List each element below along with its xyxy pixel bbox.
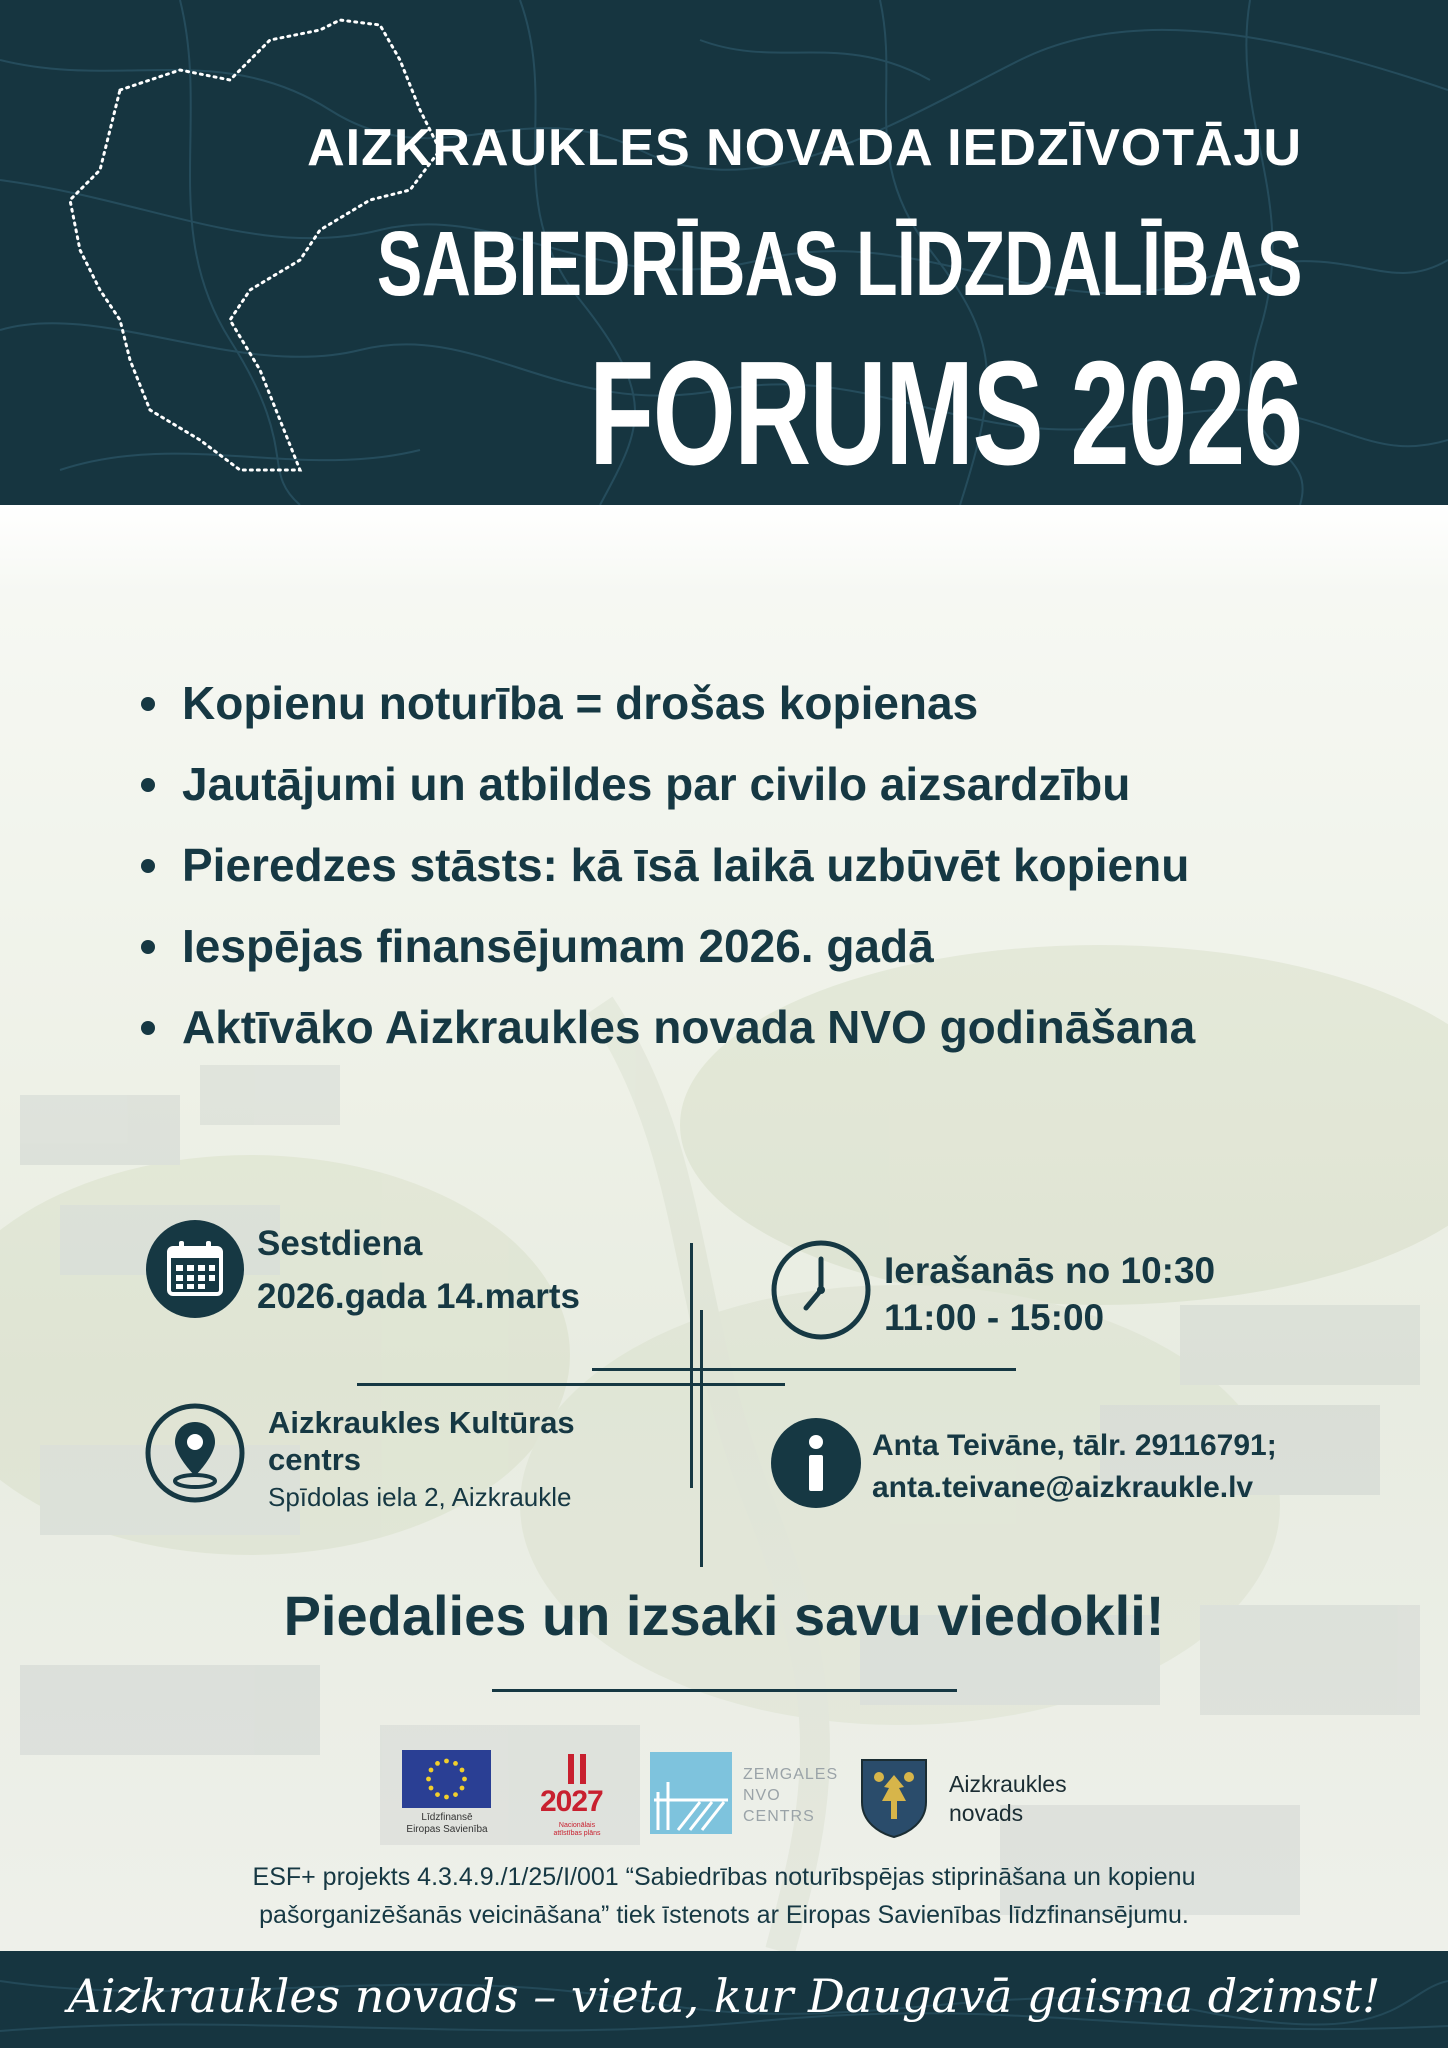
eu-flag-logo (402, 1750, 491, 1808)
divider-horizontal (592, 1368, 1016, 1371)
nap-caption-line: Nacionālais (558, 1822, 596, 1829)
info-icon (771, 1418, 861, 1508)
calendar-icon (146, 1220, 244, 1318)
zemgales-nvo-text (743, 1764, 838, 1827)
event-day: Sestdiena (257, 1224, 423, 1263)
arrival-time: Ierašanās no 10:30 (884, 1250, 1216, 1291)
topic-item (137, 832, 1195, 913)
eu-caption-line: Eiropas Savienība (406, 1824, 488, 1835)
cta-underline (492, 1689, 957, 1692)
header-banner (0, 0, 1448, 505)
call-to-action: Piedalies un izsaki savu viedokli! (283, 1584, 1165, 1647)
zemgales-mark-icon (650, 1752, 732, 1834)
zemgales-line: ZEMGALES (743, 1766, 839, 1783)
header-title-line: SABIEDRĪBAS LĪDZDALĪBAS (377, 213, 1302, 315)
topic-text: Aktīvāko Aizkraukles novada NVO godināšana (182, 1001, 1196, 1053)
venue-name: Aizkraukles Kultūras centrs (268, 1405, 575, 1477)
divider-horizontal (357, 1383, 785, 1386)
topic-item (137, 751, 1195, 832)
zemgales-nvo-logo (650, 1752, 732, 1834)
event-hours: 11:00 - 15:00 (884, 1297, 1105, 1338)
funding-note-line: ESF+ projekts 4.3.4.9./1/25/I/001 “Sabiedrības noturībspējas stiprināšana un kopienu (252, 1863, 1196, 1891)
funding-note (0, 1858, 1448, 1934)
topic-item (137, 913, 1195, 994)
topic-text: Jautājumi un atbildes par civilo aizsardzību (182, 758, 1131, 810)
bullet-icon (141, 697, 155, 711)
header-subtitle: AIZKRAUKLES NOVADA IEDZĪVOTĀJU (307, 119, 1302, 177)
bullet-icon (141, 1021, 155, 1035)
zemgales-line: NVO (743, 1787, 781, 1804)
nap-year-logo: 2027 (540, 1785, 603, 1818)
footer-banner (0, 1951, 1448, 2048)
topic-text: Pieredzes stāsts: kā īsā laikā uzbūvēt kopienu (182, 839, 1190, 891)
footer-slogan: Aizkraukles novads – vieta, kur Daugavā gaisma dzimst! (67, 1969, 1381, 2023)
topic-item (137, 670, 1195, 751)
topic-text: Iespējas finansējumam 2026. gadā (182, 920, 934, 972)
nap-bars-icon (566, 1752, 590, 1786)
zemgales-line: CENTRS (743, 1808, 815, 1825)
eu-caption (392, 1812, 502, 1836)
clock-icon (770, 1239, 872, 1341)
nap-caption-line: attīstības plāns (553, 1830, 601, 1837)
aizkraukle-line: novads (949, 1800, 1024, 1826)
contact-person: Anta Teivāne, tālr. 29116791; (872, 1429, 1277, 1462)
funding-note-line: pašorganizēšanās veicināšana” tiek īstenots ar Eiropas Savienības līdzfinansējumu. (259, 1901, 1189, 1929)
bullet-icon (141, 778, 155, 792)
aizkraukle-line: Aizkraukles (949, 1771, 1067, 1797)
location-pin-icon (144, 1402, 246, 1504)
aizkraukle-novads-text (949, 1770, 1067, 1828)
topics-list (137, 670, 1195, 1075)
bullet-icon (141, 859, 155, 873)
venue-address: Spīdolas iela 2, Aizkraukle (268, 1482, 572, 1512)
topic-item (137, 994, 1195, 1075)
event-date: 2026.gada 14.marts (257, 1277, 580, 1316)
header-title-main: FORUMS 2026 (589, 331, 1302, 496)
divider-vertical (700, 1310, 703, 1567)
bullet-icon (141, 940, 155, 954)
eu-caption-line: Līdzfinansē (421, 1812, 473, 1823)
topic-text: Kopienu noturība = drošas kopienas (182, 677, 979, 729)
aizkraukle-coat-of-arms-icon (859, 1757, 929, 1839)
nap-caption (537, 1822, 617, 1838)
divider-vertical (690, 1243, 693, 1488)
contact-email: anta.teivane@aizkraukle.lv (872, 1471, 1254, 1504)
eu-stars-icon (402, 1750, 491, 1808)
